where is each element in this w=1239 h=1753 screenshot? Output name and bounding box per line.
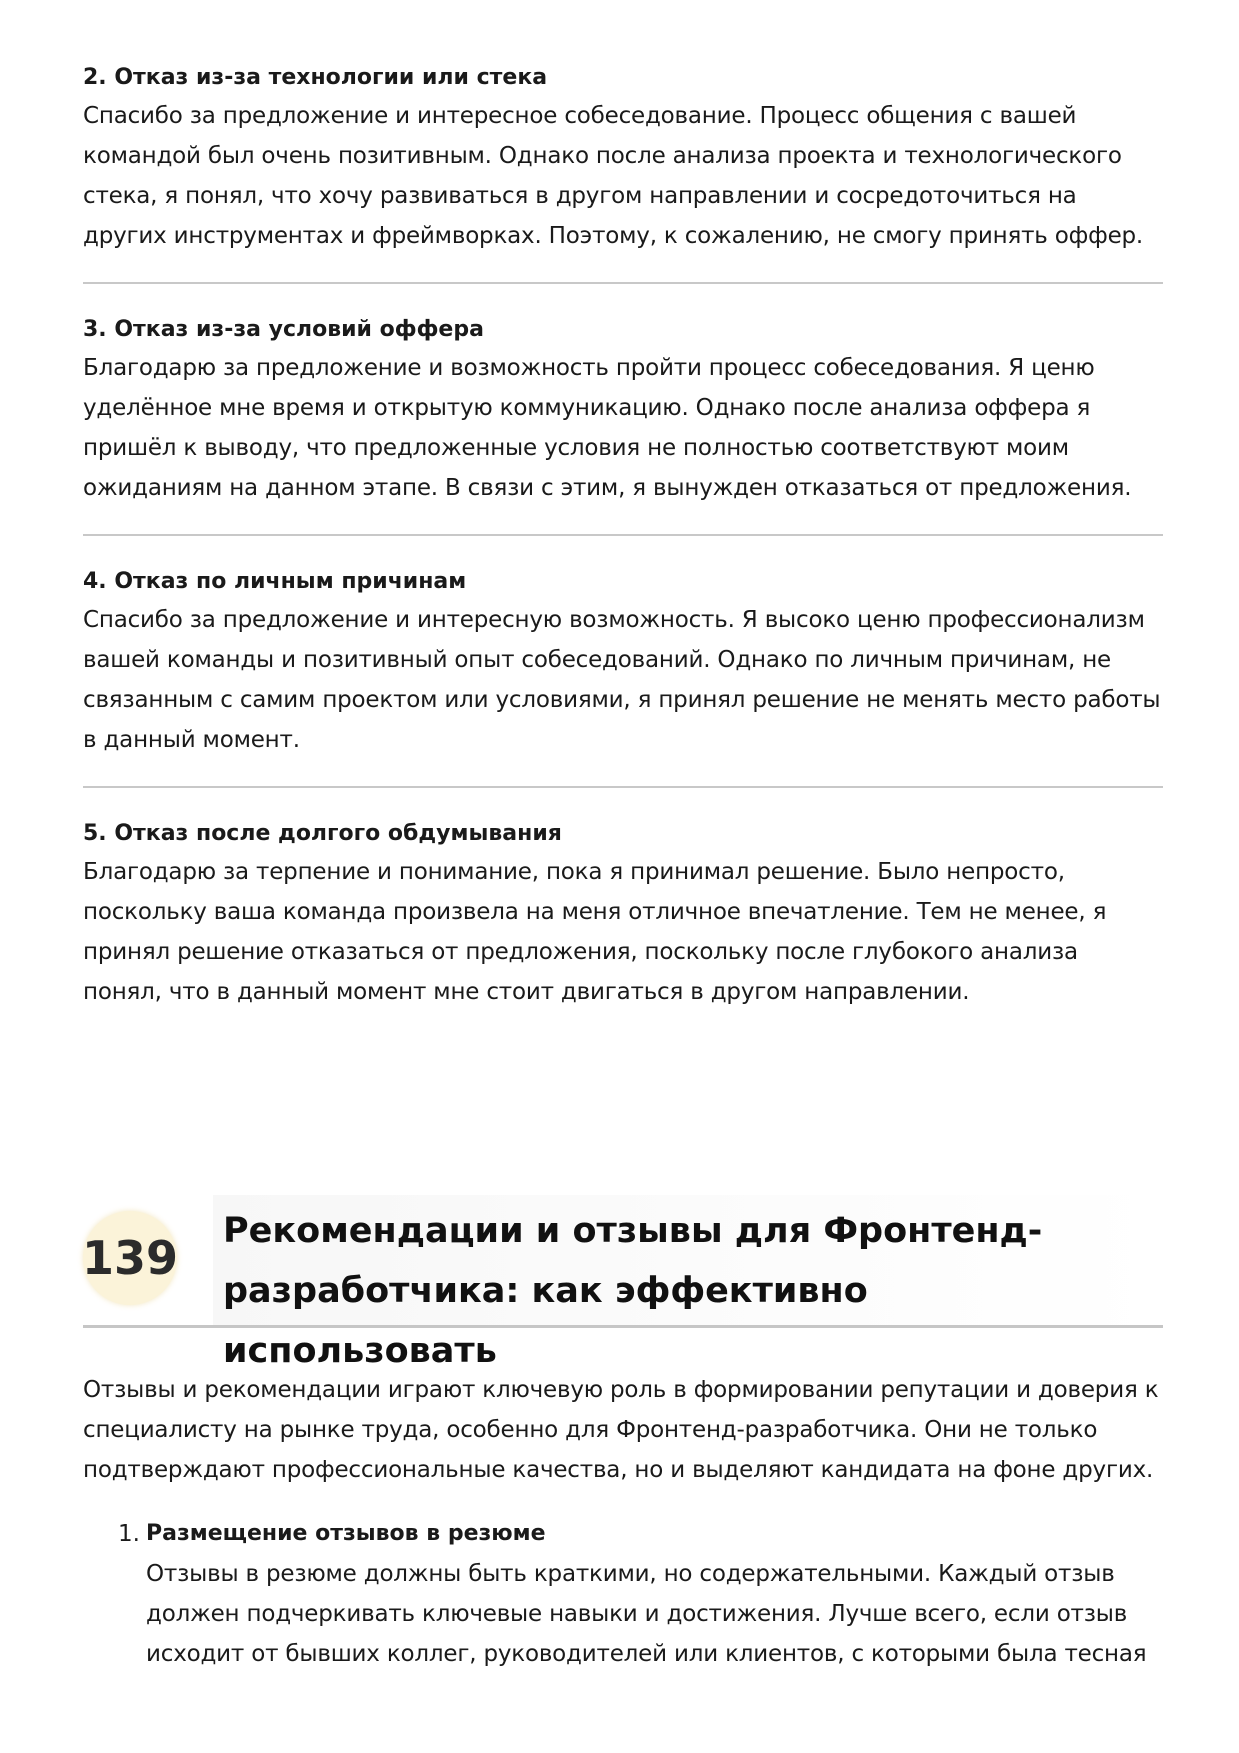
section-personal-reasons: [83, 566, 1163, 760]
section-title: 4. Отказ по личным причинам: [83, 569, 467, 594]
chapter-number-badge: 139: [83, 1211, 177, 1305]
chapter-title: Рекомендации и отзывы для Фронтенд-разработчика: как эффективно использовать: [223, 1211, 1043, 1371]
section-body: Спасибо за предложение и интересное собеседование. Процесс общения с вашей командой был очень позитивным. Однако после анализа проекта и технологического стека, я понял, что хочу развиваться в другом направлении и сосредоточиться на других инструментах и фреймворках. Поэтому, к сожалению, не смогу принять оффер.: [83, 103, 1144, 249]
section-title: 3. Отказ из-за условий оффера: [83, 317, 484, 342]
divider: [83, 534, 1163, 536]
section-technology: [83, 62, 1163, 256]
divider: [83, 282, 1163, 284]
section-title: 5. Отказ после долгого обдумывания: [83, 821, 562, 846]
section-body: Спасибо за предложение и интересную возможность. Я высоко ценю профессионализм вашей команды и позитивный опыт собеседований. Однако по личным причинам, не связанным с самим проектом или условиями, я принял решение не менять место работы в данный момент.: [83, 607, 1161, 753]
divider: [83, 786, 1163, 788]
list-item-title: Размещение отзывов в резюме: [146, 1521, 546, 1546]
intro-paragraph: Отзывы и рекомендации играют ключевую роль в формировании репутации и доверия к специалисту на рынке труда, особенно для Фронтенд-разработчика. Они не только подтверждают профессиональные качества, но и выделяют кандидата на фоне других.: [83, 1377, 1159, 1483]
section-title: 2. Отказ из-за технологии или стека: [83, 65, 548, 90]
chapter-header: [81, 1195, 1163, 1371]
section-body: Благодарю за предложение и возможность пройти процесс собеседования. Я ценю уделённое мне время и открытую коммуникацию. Однако после анализа оффера я пришёл к выводу, что предложенные условия не полностью соответствуют моим ожиданиям на данном этапе. В связи с этим, я вынужден отказаться от предложения.: [83, 355, 1132, 501]
list-item-number: 1.: [118, 1521, 140, 1547]
section-offer-terms: [83, 314, 1163, 508]
list-item-body: Отзывы в резюме должны быть краткими, но содержательными. Каждый отзыв должен подчеркивать ключевые навыки и достижения. Лучше всего, если отзыв исходит от бывших коллег, руководителей или клиентов, с которыми была тесная: [146, 1561, 1147, 1667]
section-long-consideration: [83, 818, 1163, 1012]
section-body: Благодарю за терпение и понимание, пока я принимал решение. Было непросто, поскольку ваша команда произвела на меня отличное впечатление. Тем не менее, я принял решение отказаться от предложения, поскольку после глубокого анализа понял, что в данный момент мне стоит двигаться в другом направлении.: [83, 859, 1107, 1005]
chapter-divider: [83, 1325, 1163, 1328]
